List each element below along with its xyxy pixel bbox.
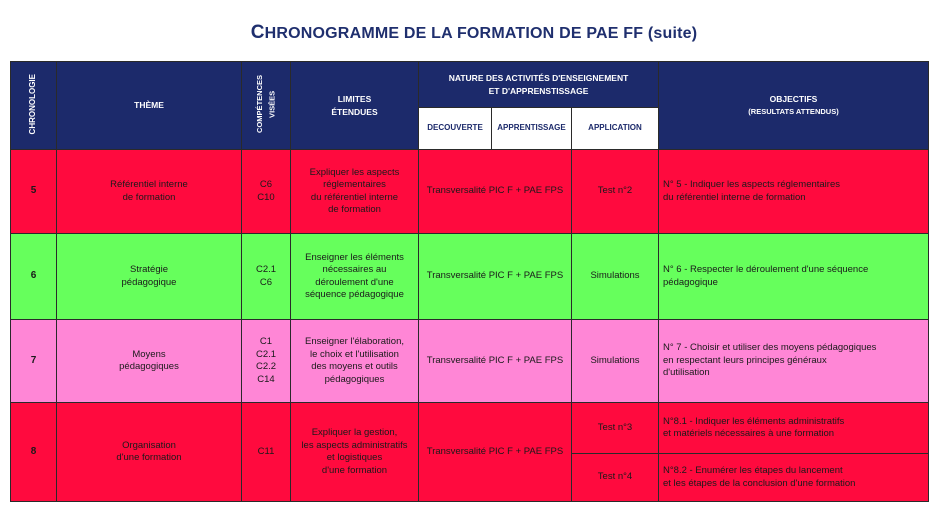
header-objectifs-label: OBJECTIFS (769, 94, 818, 104)
row-competences: C6 C10 (242, 150, 291, 234)
row-number: 5 (11, 150, 57, 234)
row-application-a: Test n°3 (572, 403, 659, 454)
row-objectif: N° 6 - Respecter le déroulement d'une séquence pédagogique (659, 234, 929, 320)
header-competences: COMPÉTENCES VISÉES (242, 62, 291, 150)
row-nature: Transversalité PIC F + PAE FPS (419, 150, 572, 234)
header-limites: LIMITES ÉTENDUES (291, 62, 419, 150)
row-application-b: Test n°4 (572, 454, 659, 502)
chronogram-table (10, 61, 929, 502)
row-application: Test n°2 (572, 150, 659, 234)
row-competences: C11 (242, 403, 291, 502)
row-limites: Enseigner les éléments nécessaires au déroulement d'une séquence pédagogique (291, 234, 419, 320)
row-objectif-a: N°8.1 - Indiquer les éléments administratifs et matériels nécessaires à une formation (659, 403, 929, 454)
header-application: APPLICATION (572, 108, 659, 150)
header-objectifs (659, 62, 929, 150)
title-initial: C (250, 22, 265, 43)
row-limites: Expliquer la gestion, les aspects administratifs et logistiques d'une formation (291, 403, 419, 502)
row-limites: Enseigner l'élaboration, le choix et l'utilisation des moyens et outils pédagogiques (291, 320, 419, 403)
row-theme: Organisation d'une formation (57, 403, 242, 502)
row-theme: Stratégie pédagogique (57, 234, 242, 320)
row-nature: Transversalité PIC F + PAE FPS (419, 234, 572, 320)
header-decouverte: DECOUVERTE (419, 108, 492, 150)
table-row (11, 320, 929, 403)
row-competences: C1 C2.1 C2.2 C14 (242, 320, 291, 403)
table-row (11, 150, 929, 234)
title-rest: HRONOGRAMME DE LA FORMATION DE PAE FF (suite) (264, 25, 698, 42)
row-theme: Moyens pédagogiques (57, 320, 242, 403)
page-title (0, 22, 948, 44)
row-limites: Expliquer les aspects réglementaires du référentiel interne de formation (291, 150, 419, 234)
row-number: 6 (11, 234, 57, 320)
header-chronologie: CHRONOLOGIE (11, 62, 57, 150)
header-nature: NATURE DES ACTIVITÉS D'ENSEIGNEMENT ET D'APPRENSTISSAGE (419, 62, 659, 108)
table-row (11, 403, 929, 454)
row-objectif: N° 5 - Indiquer les aspects réglementaires du référentiel interne de formation (659, 150, 929, 234)
row-nature: Transversalité PIC F + PAE FPS (419, 403, 572, 502)
row-number: 7 (11, 320, 57, 403)
header-theme: THÈME (57, 62, 242, 150)
row-nature: Transversalité PIC F + PAE FPS (419, 320, 572, 403)
row-application: Simulations (572, 320, 659, 403)
header-resultats-label: (RESULTATS ATTENDUS) (748, 106, 839, 116)
row-number: 8 (11, 403, 57, 502)
row-competences: C2.1 C6 (242, 234, 291, 320)
header-apprentissage: APPRENTISSAGE (492, 108, 572, 150)
row-theme: Référentiel interne de formation (57, 150, 242, 234)
row-application: Simulations (572, 234, 659, 320)
row-objectif: N° 7 - Choisir et utiliser des moyens pédagogiques en respectant leurs principes généraux d'utilisation (659, 320, 929, 403)
table-row (11, 234, 929, 320)
row-objectif-b: N°8.2 - Enumérer les étapes du lancement et les étapes de la conclusion d'une formation (659, 454, 929, 502)
